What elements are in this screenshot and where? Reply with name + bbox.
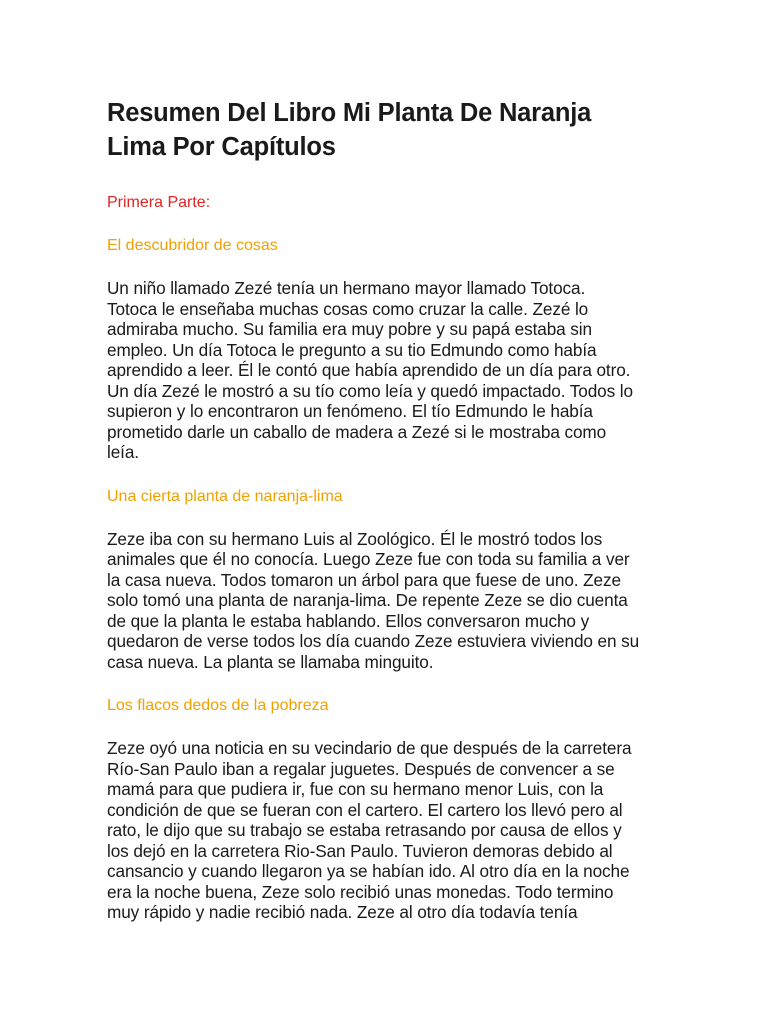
paragraph-line: casa nueva. La planta se llamaba minguito.	[107, 651, 434, 672]
paragraph-line: era la noche buena, Zeze solo recibió unas monedas. Todo termino	[107, 881, 614, 902]
section-paragraph	[107, 529, 667, 673]
paragraph-line: Zeze oyó una noticia en su vecindario de que después de la carretera	[107, 738, 632, 758]
paragraph-line: admiraba mucho. Su familia era muy pobre y su papá estaba sin	[107, 319, 592, 339]
paragraph-line: supieron y lo encontraron un fenómeno. El tío Edmundo le había	[107, 401, 593, 421]
paragraph-line: Un día Zezé le mostró a su tío como leía y quedó impactado. Todos lo	[107, 380, 633, 401]
paragraph-line: cansancio y cuando llegaron ya se habían ido. Al otro día en la noche	[107, 861, 630, 881]
paragraph-line: los dejó en la carretera Rio-San Paulo. Tuvieron demoras debido al	[107, 840, 613, 861]
paragraph-line: solo tomó una planta de naranja-lima. De repente Zeze se dio cuenta	[107, 590, 628, 610]
paragraph-line: mamá para que pudiera ir, fue con su hermano menor Luis, con la	[107, 779, 604, 799]
paragraph-line: quedaron de verse todos los día cuando Zeze estuviera viviendo en su	[107, 631, 640, 651]
paragraph-line: Zeze iba con su hermano Luis al Zoológico. Él le mostró todos los	[107, 528, 603, 549]
part-heading: Primera Parte:	[107, 194, 211, 211]
section-paragraph	[107, 278, 667, 463]
paragraph-line: Un niño llamado Zezé tenía un hermano mayor llamado Totoca.	[107, 278, 586, 298]
paragraph-line: condición de que se fueran con el cartero. El cartero los llevó pero al	[107, 799, 623, 820]
document-page	[107, 96, 667, 923]
paragraph-line: prometido darle un caballo de madera a Zezé si le mostraba como	[107, 421, 607, 442]
title-line: Resumen Del Libro Mi Planta De Naranja	[107, 99, 592, 127]
paragraph-line: la casa nueva. Todos tomaron un árbol para que fuese de uno. Zeze	[107, 569, 621, 590]
section-paragraph	[107, 738, 667, 923]
paragraph-line: rato, le dijo que su trabajo se estaba retrasando por causa de ellos y	[107, 820, 622, 840]
section-heading: Una cierta planta de naranja-lima	[107, 487, 343, 505]
paragraph-line: animales que él no conocía. Luego Zeze fue con toda su familia a ver	[107, 549, 630, 569]
paragraph-line: aprendido a leer. Él le contó que había aprendido de un día para otro.	[107, 360, 631, 380]
paragraph-line: empleo. Un día Totoca le pregunto a su tio Edmundo como había	[107, 339, 597, 360]
section-heading: El descubridor de cosas	[107, 237, 278, 254]
paragraph-line: Totoca le enseñaba muchas cosas como cruzar la calle. Zezé lo	[107, 298, 589, 319]
paragraph-line: muy rápido y nadie recibió nada. Zeze al otro día todavía tenía	[107, 902, 578, 922]
section-heading: Los flacos dedos de la pobreza	[107, 697, 329, 714]
title-line: Lima Por Capítulos	[107, 133, 336, 161]
paragraph-line: de que la planta le estaba hablando. Ellos conversaron mucho y	[107, 610, 590, 631]
document-title	[107, 96, 667, 164]
paragraph-line: leía.	[107, 442, 139, 462]
paragraph-line: Río-San Paulo iban a regalar juguetes. Después de convencer a se	[107, 758, 615, 779]
